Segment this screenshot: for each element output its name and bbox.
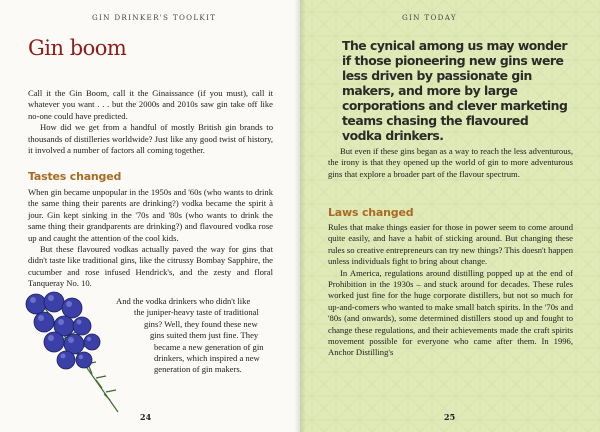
berry [44,292,64,312]
tastes-paragraph-2: But these flavoured vodkas actually paved the way for gins that didn't taste like traditional gins, like the citrussy Bombay Sapphire, the cucumber and rose infused Hendrick's, and the zesty and floral Tanqueray No. 10. [28,244,273,289]
berry [62,298,82,318]
berry [44,332,64,352]
text-line: gins? Well, they found these new [144,318,258,329]
berry [26,294,46,314]
page-number-right: 25 [444,412,456,422]
tastes-paragraph-3 [116,296,274,376]
page-number-left: 24 [140,412,152,422]
laws-changed-heading: Laws changed [328,206,414,219]
laws-text [328,222,573,359]
text-line: became a new generation of gin [154,341,264,352]
laws-paragraph-1: Rules that make things easier for those in power seem to come around quite easily, and have a habit of sticking around. But changing these rules so creative entrepreneurs can try new things? This doesn't happen unless individuals fight to bring about change. [328,222,573,267]
left-running-head: GIN DRINKER'S TOOLKIT [92,13,217,22]
intro-paragraph-2: How did we get from a handful of mostly British gin brands to thousands of distilleries worldwide? Just like any good twist of history, it involved a number of factors all coming together. [28,122,273,156]
book-gutter [294,0,306,432]
text-line: the juniper-heavy taste of traditional [134,307,259,318]
berry [84,334,100,350]
tastes-paragraph-1: When gin became unpopular in the 1950s and '60s (who wants to drink the same thing their parents are drinking?) vodka became the spirit à jour. Gin kept sinking in the '70s and '80s (who wants to drink the same thing their grandparents are drinking?) and flavoured vodka rose up and caught the attention of the cool kids. [28,187,273,243]
berry [57,351,75,369]
text-line: gins suited them just fine. They [150,330,259,341]
berry [76,352,92,368]
right-paragraph-1: But even if these gins began as a way to reach the less adventurous, the irony is that they opened up the world of gin to more adventurous gins that explore a broader part of the flavour spectrum. [328,146,573,179]
text-line: drinkers, which inspired a new [154,353,260,364]
berry [34,312,54,332]
tastes-changed-heading: Tastes changed [28,170,122,183]
pull-quote: The cynical among us may wonder if those pioneering new gins were less driven by passionate gin makers, and more by large corporations and clever marketing teams chasing the flavoured vodka drinkers. [342,38,568,143]
tastes-text [28,187,273,290]
right-running-head: GIN TODAY [402,13,457,22]
juniper-berries-illustration [22,284,130,420]
laws-paragraph-2: In America, regulations around distilling popped up at the end of Prohibition in the 1930s – and stuck around for decades. These rules worked just fine for the huge corporate distillers, but not so much for up-and-comers who wanted to make small batch spirits. In the '70s and '80s (and onwards), some determined distillers stood up and fought to change these regulations, and their achievements made the craft spirits movement possible for everyone who came after them. In 1996, Anchor Distilling's [328,267,573,358]
intro-paragraph-1: Call it the Gin Boom, call it the Ginaissance (if you must), call it whatever you want . . . but the 2000s and 2010s saw gin take off like no-one could have predicted. [28,88,273,121]
text-line: And the vodka drinkers who didn't like [116,296,251,306]
page-title: Gin boom [28,36,127,60]
right-intro-text [328,146,573,180]
intro-text [28,88,273,156]
text-line: generation of gin makers. [154,364,242,375]
berry [73,317,91,335]
